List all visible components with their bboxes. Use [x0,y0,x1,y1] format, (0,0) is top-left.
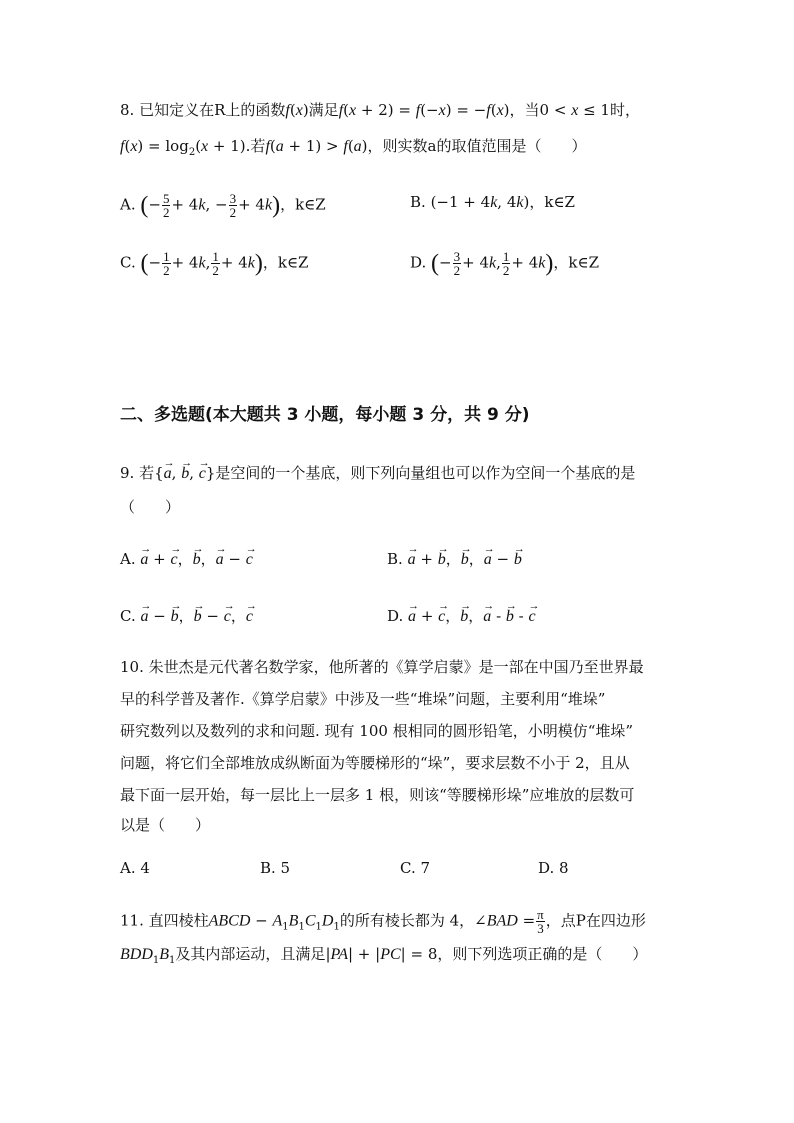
q10-line1: 10. 朱世杰是元代著名数学家，他所著的《算学启蒙》是一部在中国乃至世界最 [120,658,644,676]
q8-option-a-label: A. [120,195,136,214]
q9-option-d-label: D. [387,607,404,625]
q8-text5: .若 [245,137,266,155]
q8-option-c-label: C. [120,253,136,272]
q11-text1: 的所有棱长都为 4， [339,911,475,930]
q10-line5: 最下面一层开始，每一层比上一层多 1 根，则该“等腰梯形垛”应堆放的层数可 [120,786,635,804]
q8-option-a: A. (− $\frac{5}{2}$ + 4k, − $\frac{3}{2}$ + 4k)，k∈Z [120,191,326,220]
q11-text2: ，点P在四边形 [545,911,646,930]
q8-text6: ，则实数a的取值范围是（ ） [367,137,587,155]
q8-option-b-label: B. [410,193,426,211]
q10-line4: 问题，将它们全部堆放成纵断面为等腰梯形的“垛”，要求层数不小于 2，且从 [120,754,630,772]
q8-text4: 时， [609,101,640,119]
q8-option-d-kz: ，k∈Z [553,253,600,272]
q8-number: 8. [120,101,135,119]
q11-text4: ，则下列选项正确的是（ ） [437,945,648,963]
q8-option-a-kz: ，k∈Z [280,195,326,214]
q8-line1: 8. 已知定义在R上的函数f(x)满足f(x + 2) = f(−x) = −f(x)，当0 < x ≤ 1时， [120,101,640,119]
q9-option-b-label: B. [387,550,403,568]
q9-option-c: C. → a − → b，→ b − → c，→ c [120,606,253,627]
q9-option-a: A. → a + → c，→ b，→ a − → c [120,549,253,570]
q10-line6: 以是（ ） [120,816,211,834]
q11-text3: 及其内部运动，且满足 [175,945,326,963]
q9-option-b: B. → a + → b，→ b，→ a − → b [387,549,522,570]
q8-option-c: C. (− $\frac{1}{2}$ + 4k, $\frac{1}{2}$ + 4k)，k∈Z [120,249,309,278]
q11-line1: 11. 直四棱柱ABCD − $A_1B_1C_1D_1$的所有棱长都为 4，∠BAD = $\frac{\pi}{3}$ ，点P在四边形 [120,907,646,936]
q8-option-c-kz: ，k∈Z [262,253,309,272]
q8-option-b: B. (−1 + 4k, 4k)，k∈Z [410,193,575,211]
q10-option-d: D. 8 [538,859,569,877]
q10-option-b: B. 5 [260,859,291,877]
q9-line1: 9. 若{→ a, → b, → c}是空间的一个基底，则下列向量组也可以作为空间一个基底的是 [120,463,635,484]
q10-line2: 早的科学普及著作.《算学启蒙》中涉及一些“堆垛”问题，主要利用“堆垛” [120,690,606,708]
q8-text2: 满足 [308,101,339,119]
q9-number: 9. 若 [120,464,155,482]
q10-option-a: A. 4 [120,859,150,877]
q9-paren: （ ） [120,498,181,516]
q8-line2: $f(x) = \log_2(x + 1)$.若f(a + 1) > f(a)，则实数a的取值范围是（ ） [120,137,587,158]
q8-option-b-kz: ，k∈Z [529,193,575,211]
q8-text1: 已知定义在R上的函数 [139,101,286,119]
q8-option-d-label: D. [410,253,427,272]
q8-text3: ，当 [509,101,540,119]
q11-line2: $BDD_1B_1$及其内部运动，且满足|PA| + |PC| = 8，则下列选项正确的是（ ） [120,945,648,966]
q9-text1: 是空间的一个基底，则下列向量组也可以作为空间一个基底的是 [215,464,636,482]
q9-option-c-label: C. [120,607,136,625]
q11-number: 11. 直四棱柱 [120,911,209,930]
q9-option-d: D. → a + → c，→ b，→ a - → b - → c [387,606,536,627]
q10-line3: 研究数列以及数列的求和问题. 现有 100 根相同的圆形铅笔，小明模仿“堆垛” [120,722,634,740]
q10-option-c: C. 7 [400,859,431,877]
section2-title: 二、多选题(本大题共 3 小题，每小题 3 分，共 9 分) [120,405,530,425]
q8-option-d: D. (− $\frac{3}{2}$ + 4k, $\frac{1}{2}$ + 4k)，k∈Z [410,249,600,278]
q9-option-a-label: A. [120,550,136,568]
